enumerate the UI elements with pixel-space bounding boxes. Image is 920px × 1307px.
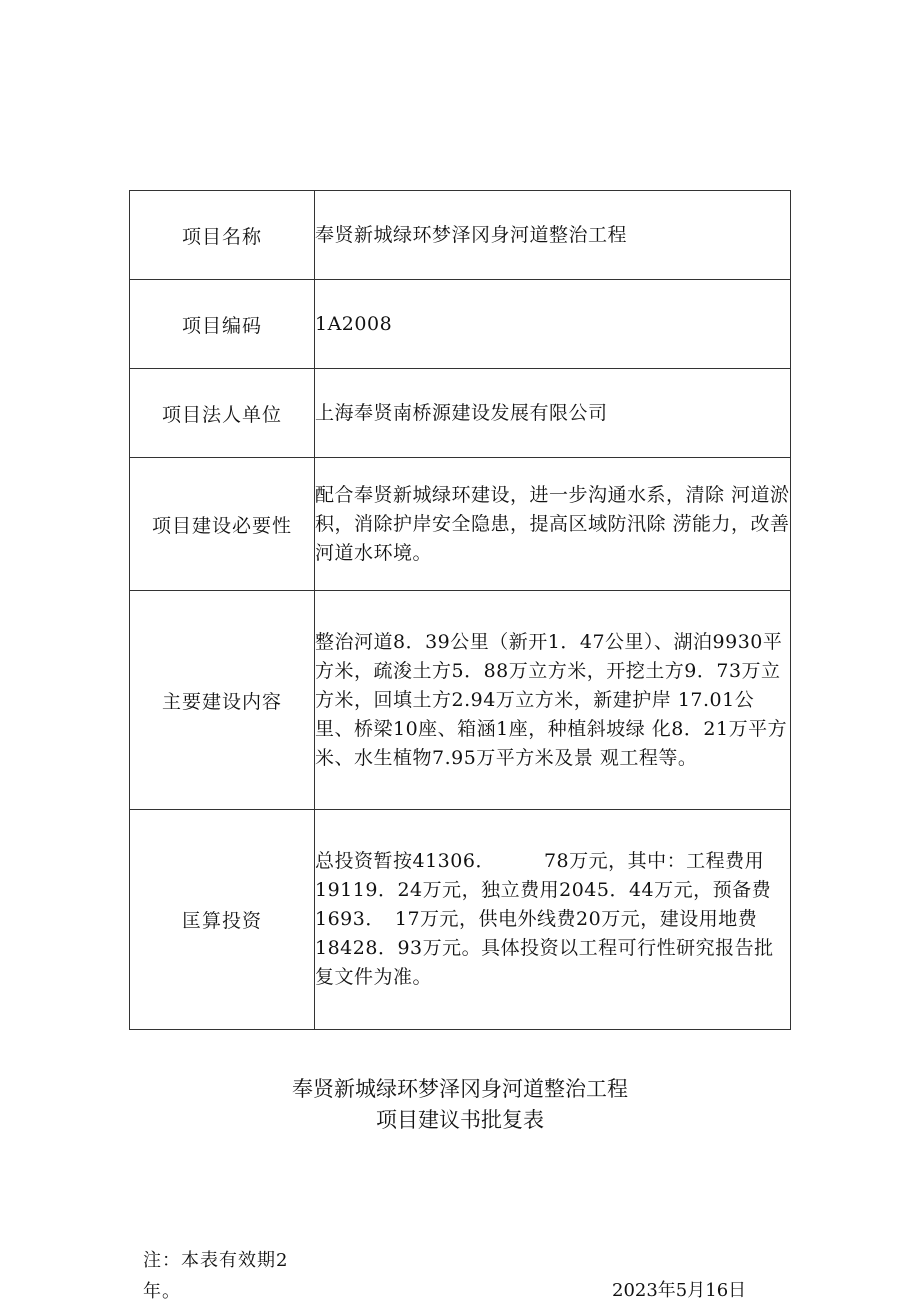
table-row <box>130 810 791 1030</box>
approval-date: 2023年5月16日 <box>612 1280 747 1301</box>
legal-entity-label: 项目法人单位 <box>130 369 315 458</box>
construction-content-value: 整治河道8．39公里（新开1．47公里）、湖泊9930平方米，疏浚土方5．88万立方米，开挖土方9．73万立方米，回填土方2.94万立方米，新建护岸 17.01公里、桥梁10座、箱涵1座，种植斜坡绿 化8．21万平方米、水生植物7.95万平方米及景 观工程等。 <box>315 591 791 810</box>
project-name-label: 项目名称 <box>130 191 315 280</box>
document-title: 奉贤新城绿环梦泽冈身河道整治工程 <box>292 1077 628 1101</box>
investment-label: 匡算投资 <box>130 810 315 1030</box>
table-row <box>130 591 791 810</box>
table-row <box>130 369 791 458</box>
necessity-label: 项目建设必要性 <box>130 458 315 591</box>
legal-entity-value: 上海奉贤南桥源建设发展有限公司 <box>315 369 791 458</box>
document-subtitle: 项目建议书批复表 <box>376 1108 544 1132</box>
investment-value: 总投资暂按41306． 78万元，其中：工程费用19119．24万元，独立费用2045．44万元，预备费1693． 17万元，供电外线费20万元，建设用地费18428．93万元。具体投资以工程可行性研究报告批复文件为准。 <box>315 810 791 1030</box>
table-row <box>130 458 791 591</box>
approval-table <box>129 190 791 1030</box>
validity-note: 注：本表有效期2年。 <box>143 1250 289 1302</box>
project-code-label: 项目编码 <box>130 280 315 369</box>
table-row <box>130 280 791 369</box>
table-row <box>130 191 791 280</box>
project-code-value: 1A2008 <box>315 280 791 369</box>
project-name-value: 奉贤新城绿环梦泽冈身河道整治工程 <box>315 191 791 280</box>
construction-content-label: 主要建设内容 <box>130 591 315 810</box>
necessity-value: 配合奉贤新城绿环建设，进一步沟通水系，清除 河道淤积，消除护岸安全隐患，提高区域防汛除 涝能力，改善河道水环境。 <box>315 458 791 591</box>
